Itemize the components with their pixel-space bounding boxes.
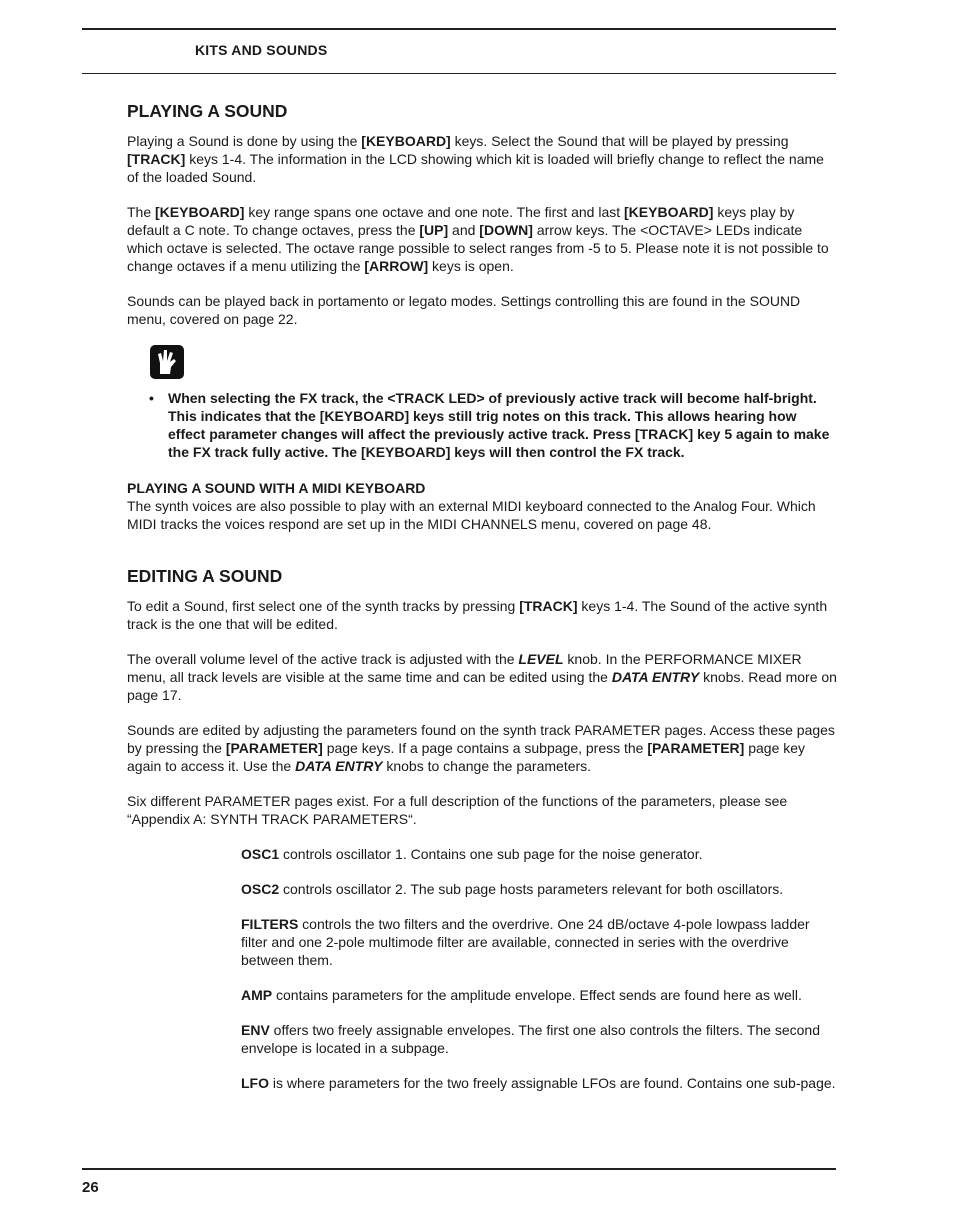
header-rule-top [82, 28, 836, 30]
emphasis-text: [PARAMETER] [647, 740, 745, 756]
text-run: controls oscillator 2. The sub page hosts parameters relevant for both oscillators. [279, 881, 784, 897]
text-run: Playing a Sound is done by using the [127, 133, 362, 149]
emphasis-text: [TRACK] [519, 598, 578, 614]
text-run: Sounds can be played back in portamento or legato modes. Settings controlling this are found in the SOUND menu, covered on page 22. [127, 293, 801, 327]
text-run: is where parameters for the two freely assignable LFOs are found. Contains one sub-page. [269, 1075, 836, 1091]
emphasis-text: AMP [241, 987, 273, 1003]
running-head: KITS AND SOUNDS [195, 42, 328, 58]
parameter-page-list [241, 845, 837, 1092]
text-run: key range spans one octave and one note. The first and last [244, 204, 625, 220]
parameter-page-item [241, 845, 837, 863]
emphasis-text: [KEYBOARD] [624, 204, 714, 220]
text-run: arrow keys. The <OCTAVE> LEDs indicate which octave is selected. The octave range possible to select ranges from -5 to 5. Please note it is not possible to change octaves if a menu utilizing the [127, 222, 829, 274]
paragraph [127, 721, 837, 775]
paragraph [127, 650, 837, 704]
emphasis-text: LEVEL [518, 651, 564, 667]
paragraph [127, 497, 837, 533]
paragraph [127, 597, 837, 633]
subsection-heading-midi: PLAYING A SOUND WITH A MIDI KEYBOARD [127, 480, 426, 496]
text-run: Sounds are edited by adjusting the parameters found on the synth track PARAMETER pages. Access these pages by pressing the [127, 722, 835, 756]
text-run: keys 1-4. The Sound of the active synth track is the one that will be edited. [127, 598, 828, 632]
text-run: knob. In the PERFORMANCE MIXER menu, all track levels are visible at the same time and can be edited using the [127, 651, 802, 685]
text-run: Six different PARAMETER pages exist. For a full description of the functions of the parameters, please see “Appendix A: SYNTH TRACK PARAMETERS“. [127, 793, 788, 827]
footer-rule [82, 1168, 836, 1170]
page-number: 26 [82, 1179, 99, 1196]
emphasis-text: [UP] [419, 222, 449, 238]
text-run: The [127, 204, 156, 220]
text-run: offers two freely assignable envelopes. The first one also controls the filters. The second envelope is located in a subpage. [241, 1022, 820, 1056]
page-content [127, 100, 837, 1109]
note-item: • When selecting the FX track, the <TRACK LED> of previously active track will become half-bright. This indicates that the [KEYBOARD] keys still trig notes on this track. This allows hearing how effect parameter changes will affect the previously active track. Press [TRACK] key 5 again to make the FX track fully active. The [KEYBOARD] keys will then control the FX track. [127, 389, 837, 461]
parameter-page-item [241, 1074, 837, 1092]
text-run: and [448, 222, 480, 238]
text-run: keys 1-4. The information in the LCD showing which kit is loaded will briefly change to reflect the name of the loaded Sound. [127, 151, 824, 185]
paragraph [127, 132, 837, 186]
paragraph [127, 292, 837, 328]
parameter-page-item [241, 880, 837, 898]
text-run: The overall volume level of the active track is adjusted with the [127, 651, 519, 667]
text-run: keys play by default a C note. To change octaves, press the [127, 204, 795, 238]
emphasis-text: OSC2 [241, 881, 280, 897]
note-block [127, 345, 837, 461]
emphasis-text: DATA ENTRY [611, 669, 700, 685]
text-run: To edit a Sound, first select one of the synth tracks by pressing [127, 598, 520, 614]
emphasis-text: [TRACK] [127, 151, 186, 167]
parameter-page-item [241, 915, 837, 969]
paragraph [127, 792, 837, 828]
text-run: knobs to change the parameters. [382, 758, 592, 774]
text-run: page key again to access it. Use the [127, 740, 806, 774]
text-run: keys is open. [428, 258, 514, 274]
emphasis-text: OSC1 [241, 846, 280, 862]
text-run: The synth voices are also possible to play with an external MIDI keyboard connected to the Analog Four. Which MIDI tracks the voices respond are set up in the MIDI CHANNELS menu, covered on page 48. [127, 498, 816, 532]
emphasis-text: [KEYBOARD] [155, 204, 245, 220]
text-run: controls the two filters and the overdrive. One 24 dB/octave 4-pole lowpass ladder filter and one 2-pole multimode filter are available, connected in series with the overdrive between them. [241, 916, 810, 968]
text-run: contains parameters for the amplitude envelope. Effect sends are found here as well. [272, 987, 802, 1003]
emphasis-text: [DOWN] [479, 222, 533, 238]
parameter-page-item [241, 986, 837, 1004]
emphasis-text: LFO [241, 1075, 269, 1091]
text-run: controls oscillator 1. Contains one sub page for the noise generator. [279, 846, 703, 862]
emphasis-text: [ARROW] [364, 258, 429, 274]
hand-gesture-icon [150, 345, 184, 379]
paragraph [127, 203, 837, 275]
text-run: page keys. If a page contains a subpage, press the [322, 740, 648, 756]
emphasis-text: ENV [241, 1022, 270, 1038]
header-rule-bottom [82, 73, 836, 74]
note-list [127, 389, 837, 461]
text-run: knobs. Read more on page 17. [127, 669, 837, 703]
emphasis-text: [PARAMETER] [225, 740, 323, 756]
section-heading-playing: PLAYING A SOUND [127, 101, 288, 121]
emphasis-text: FILTERS [241, 916, 299, 932]
section-heading-editing: EDITING A SOUND [127, 566, 283, 586]
text-run: keys. Select the Sound that will be played by pressing [450, 133, 789, 149]
emphasis-text: [KEYBOARD] [361, 133, 451, 149]
emphasis-text: DATA ENTRY [295, 758, 383, 774]
parameter-page-item [241, 1021, 837, 1057]
